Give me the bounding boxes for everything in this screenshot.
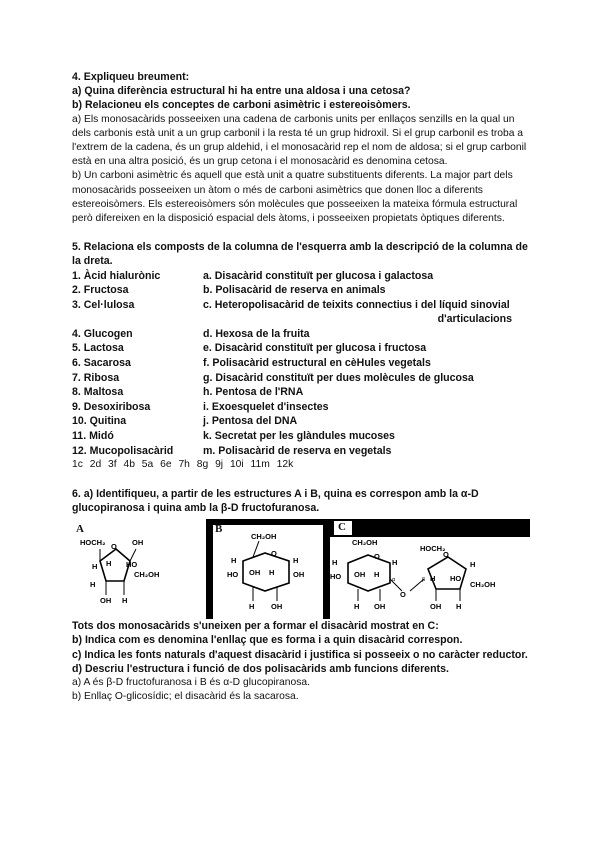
svg-text:H: H	[332, 558, 338, 568]
structure-b-panel	[206, 519, 330, 619]
svg-text:O: O	[271, 549, 277, 559]
fructofuranose-structure	[72, 519, 206, 619]
svg-text:H: H	[122, 596, 128, 606]
q5-row: 2. Fructosa b. Polisacàrid de reserva en animals	[72, 284, 386, 297]
q5-row: 12. Mucopolisacàrid m. Polisacàrid de reserva en vegetals	[72, 444, 392, 457]
svg-text:H: H	[392, 558, 398, 568]
svg-text:OH: OH	[354, 570, 366, 580]
svg-text:α: α	[392, 577, 396, 584]
q4-answer-b: b) Un carboni asimètric és aquell que està unit a quatre substituents diferents. La major part dels monosacàrids posseeixen un àtom o més de carboni asimètrics que donen lloc a diferents estereoisòmers. Els estereoisòmers són molècules que posseeixen la mateixa fórmula estructural però difereixen en la disposició espacial dels àtoms, i posseeixen propietats òptiques diferents.	[72, 170, 518, 225]
q5-matching-list	[72, 269, 530, 459]
q4-question-a: a) Quina diferència estructural hi ha entre una aldosa i una cetosa?	[72, 85, 411, 98]
q4-answer-a: a) Els monosacàrids posseeixen una cadena de carbonis units per enllaços senzills en la qual un dels carbonis està unit a un grup carbonil i la resta té un grup hidroxil. Si el grup carbonil es troba a l'extrem de la cadena, és un grup aldehid, i el monosacàrid rep el nom de aldosa; si el grup carbonil està en una altra posició, és un grup cetona i el monosacàrid es denomina cetosa.	[72, 113, 527, 168]
structure-c-panel	[330, 519, 530, 619]
q4-title: 4. Expliqueu breument:	[72, 71, 190, 83]
svg-text:HO: HO	[227, 570, 239, 580]
q5-row: 6. Sacarosa f. Polisacàrid estructural en cèHules vegetals	[72, 357, 431, 370]
q5-row: 3. Cel·lulosa c. Heteropolisacàrid de teixits connectius i del líquid sinovial d'articulacions	[72, 298, 512, 326]
svg-text:H: H	[106, 559, 112, 569]
svg-text:CH₂OH: CH₂OH	[251, 532, 277, 542]
sucrose-structure	[330, 537, 530, 619]
svg-text:OH: OH	[293, 570, 305, 580]
q6-lead: Tots dos monosacàrids s'uneixen per a formar el disacàrid mostrat en C:	[72, 620, 439, 633]
svg-text:OH: OH	[374, 602, 386, 612]
q5-row: 7. Ribosa g. Disacàrid constituït per dues molècules de glucosa	[72, 371, 474, 384]
panel-a-label: A	[76, 523, 84, 536]
svg-text:HO: HO	[330, 572, 342, 582]
glucopyranose-structure	[213, 525, 323, 619]
svg-text:HO: HO	[450, 574, 462, 584]
svg-text:CH₂OH: CH₂OH	[352, 538, 378, 548]
svg-text:H: H	[374, 570, 380, 580]
q6-question-b: b) Indica com es denomina l'enllaç que es forma i a quin disacàrid correspon.	[72, 634, 463, 647]
q5-title: 5. Relaciona els composts de la columna de l'esquerra amb la descripció de la columna de la dreta.	[72, 241, 528, 268]
svg-text:OH: OH	[271, 602, 283, 612]
structure-a-panel	[72, 519, 206, 619]
q6-title: 6. a) Identifiqueu, a partir de les estructures A i B, quina es correspon amb la α-D glucopiranosa i quina amb la β-D fructofuranosa.	[72, 487, 479, 514]
svg-text:OH: OH	[100, 596, 112, 606]
svg-text:H: H	[293, 556, 299, 566]
svg-text:O: O	[443, 550, 449, 560]
svg-text:HO: HO	[126, 560, 138, 570]
svg-text:H: H	[92, 562, 98, 572]
q6-answer-a: a) A és β-D fructofuranosa i B és α-D glucopiranosa.	[72, 676, 310, 688]
svg-text:HOCH₂: HOCH₂	[80, 538, 106, 548]
svg-text:HOCH₂: HOCH₂	[420, 544, 446, 554]
q4-question-b: b) Relacioneu els conceptes de carboni asimètric i estereoisòmers.	[72, 99, 411, 112]
svg-text:H: H	[430, 574, 436, 584]
q5-row: 4. Glucogen d. Hexosa de la fruita	[72, 327, 310, 340]
svg-text:H: H	[470, 560, 476, 570]
svg-text:CH₂OH: CH₂OH	[470, 580, 496, 590]
q5-row: 8. Maltosa h. Pentosa de l'RNA	[72, 386, 304, 399]
q6-answer-b: b) Enllaç O-glicosídic; el disacàrid és la sacarosa.	[72, 691, 299, 703]
svg-text:OH: OH	[132, 538, 144, 548]
q6-question-d: d) Descriu l'estructura i funció de dos polisacàrids amb funcions diferents.	[72, 662, 449, 675]
svg-text:CH₂OH: CH₂OH	[134, 570, 160, 580]
svg-text:O: O	[400, 590, 406, 600]
q5-row: 1. Àcid hialurònic a. Disacàrid constituït per glucosa i galactosa	[72, 269, 434, 282]
q5-row: 9. Desoxiribosa i. Exoesquelet d'insectes	[72, 400, 329, 413]
svg-text:O: O	[111, 542, 117, 552]
svg-text:H: H	[269, 568, 275, 578]
panel-b-label: B	[215, 523, 223, 536]
panel-c-label: C	[338, 521, 346, 534]
svg-text:OH: OH	[249, 568, 261, 578]
document-page	[72, 70, 530, 704]
q5-row: 11. Midó k. Secretat per les glàndules mucoses	[72, 429, 395, 442]
svg-text:H: H	[90, 580, 96, 590]
q5-answers: 1c 2d 3f 4b 5a 6e 7h 8g 9j 10i 11m 12k	[72, 459, 294, 471]
structures-figure	[72, 519, 530, 619]
q6-question-c: c) Indica les fonts naturals d'aquest disacàrid i justifica si posseeix o no caràcter reductor.	[72, 648, 528, 661]
q5-row: 5. Lactosa e. Disacàrid constituït per glucosa i fructosa	[72, 342, 427, 355]
svg-text:H: H	[231, 556, 237, 566]
svg-text:OH: OH	[430, 602, 442, 612]
q5-row: 10. Quitina j. Pentosa del DNA	[72, 415, 298, 428]
svg-text:O: O	[374, 552, 380, 562]
svg-text:H: H	[249, 602, 255, 612]
svg-text:H: H	[354, 602, 360, 612]
svg-text:H: H	[456, 602, 462, 612]
svg-text:β: β	[422, 577, 426, 584]
